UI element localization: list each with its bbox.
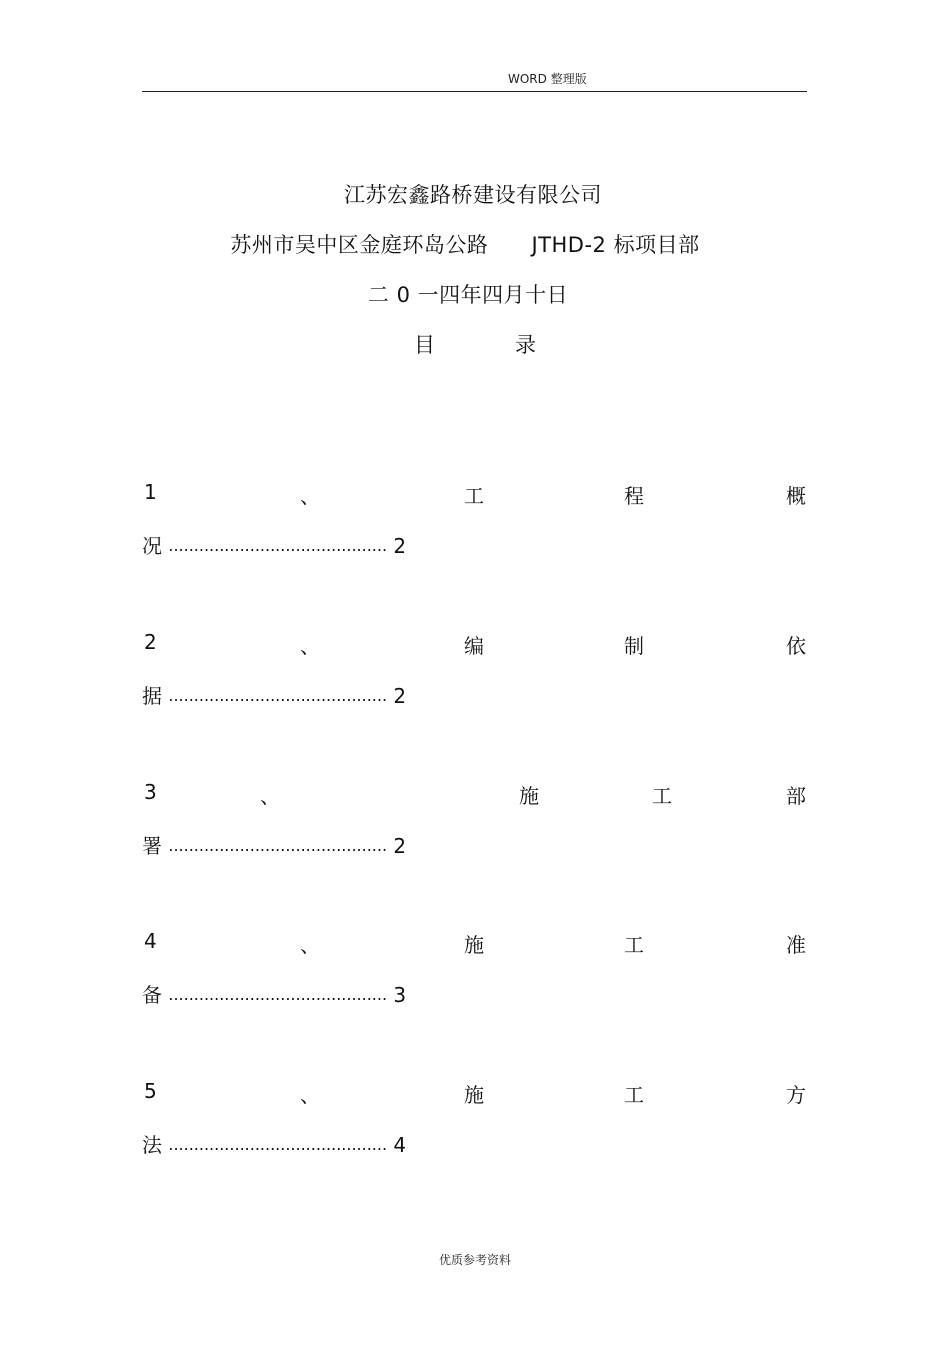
toc-entry-number: 3 <box>144 780 157 804</box>
document-date: 二 0 一四年四月十日 <box>367 283 569 307</box>
toc-dot-leader: ........................................... <box>168 536 388 555</box>
toc-entry-2[interactable] <box>142 630 807 710</box>
toc-entry-separator: 、 <box>300 634 320 658</box>
toc-dot-leader: ........................................... <box>168 1135 388 1154</box>
toc-entry-char: 署 <box>142 834 162 858</box>
toc-heading-char-2: 录 <box>515 333 536 357</box>
page-footer: 优质参考资料 <box>438 1253 511 1267</box>
toc-page-number: 2 <box>393 684 407 708</box>
toc-entry-char: 备 <box>142 983 162 1007</box>
toc-page-number: 2 <box>393 534 407 558</box>
toc-dot-leader: ........................................... <box>168 686 388 705</box>
toc-entry-1[interactable] <box>142 480 807 560</box>
toc-page-number: 4 <box>393 1133 407 1157</box>
toc-entry-char: 况 <box>142 534 162 558</box>
toc-entry-separator: 、 <box>260 784 280 808</box>
toc-entry-number: 4 <box>144 929 157 953</box>
toc-entry-char: 准 <box>786 933 806 957</box>
toc-entry-char: 依 <box>786 634 806 658</box>
toc-entry-number: 1 <box>144 480 157 504</box>
toc-entry-char: 制 <box>624 634 644 658</box>
toc-entry-number: 2 <box>144 630 157 654</box>
toc-entry-char: 法 <box>142 1133 162 1157</box>
toc-entry-char: 据 <box>142 684 162 708</box>
toc-entry-separator: 、 <box>300 933 320 957</box>
toc-entry-char: 工 <box>624 933 644 957</box>
toc-page-number: 2 <box>393 834 407 858</box>
toc-heading <box>0 329 950 359</box>
toc-entry-3[interactable] <box>142 780 807 860</box>
toc-entry-4[interactable] <box>142 929 807 1009</box>
toc-dot-leader: ........................................... <box>168 836 388 855</box>
toc-entry-char: 程 <box>624 484 644 508</box>
header-divider <box>142 91 807 92</box>
toc-heading-char-1: 目 <box>414 333 435 357</box>
toc-entry-char: 施 <box>464 1083 484 1107</box>
toc-entry-char: 方 <box>786 1083 806 1107</box>
header-label: WORD 整理版 <box>508 72 587 86</box>
toc-entry-char: 部 <box>786 784 806 808</box>
toc-entry-char: 施 <box>519 784 539 808</box>
toc-entry-char: 工 <box>652 784 672 808</box>
toc-entry-5[interactable] <box>142 1079 807 1159</box>
toc-dot-leader: ........................................... <box>168 985 388 1004</box>
toc-entry-separator: 、 <box>300 1083 320 1107</box>
toc-entry-char: 概 <box>786 484 806 508</box>
toc-entry-char: 工 <box>624 1083 644 1107</box>
toc-entry-char: 编 <box>464 634 484 658</box>
toc-entry-number: 5 <box>144 1079 157 1103</box>
company-name: 江苏宏鑫路桥建设有限公司 <box>344 183 602 207</box>
toc-entry-separator: 、 <box>300 484 320 508</box>
page-header <box>0 70 950 88</box>
toc-entry-char: 施 <box>464 933 484 957</box>
project-department: 苏州市吴中区金庭环岛公路 JTHD-2 标项目部 <box>230 233 700 257</box>
toc-page-number: 3 <box>393 983 407 1007</box>
toc-entry-char: 工 <box>464 484 484 508</box>
